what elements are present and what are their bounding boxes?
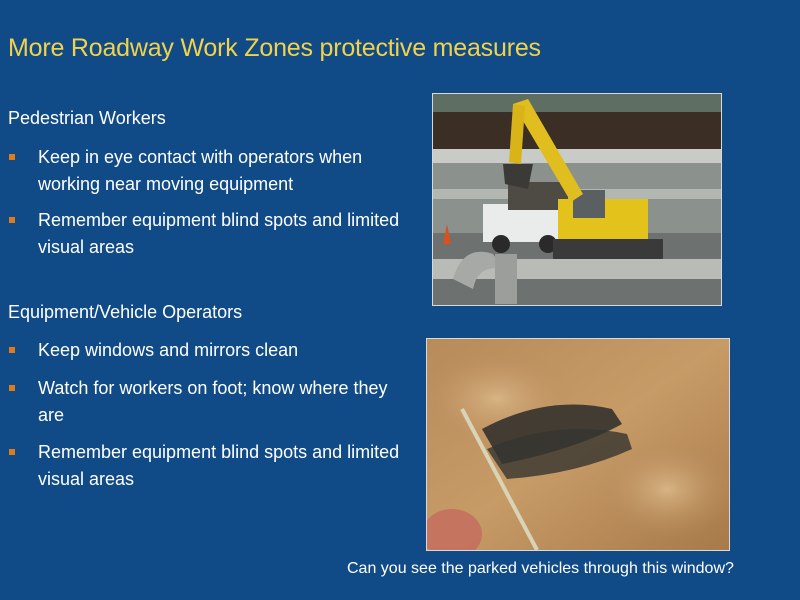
bullet-text: Remember equipment blind spots and limited visual areas [38,210,400,257]
section-heading-equipment-operators: Equipment/Vehicle Operators [8,302,243,322]
bullet-marker-icon [9,154,15,160]
bullet-item [38,207,418,261]
section-heading-pedestrian-workers: Pedestrian Workers [8,108,166,128]
bullet-item [38,337,418,364]
dirty-window-photo [426,338,730,551]
excavator-photo [432,93,722,306]
bullet-marker-icon [9,347,15,353]
bullet-item [38,375,418,429]
bullet-marker-icon [9,449,15,455]
bullet-marker-icon [9,385,15,391]
excavator-photo-icon [433,94,721,305]
bullet-text: Keep windows and mirrors clean [38,340,299,360]
bullet-item [38,439,418,493]
bullet-text: Remember equipment blind spots and limited visual areas [38,442,400,489]
slide-title: More Roadway Work Zones protective measures [8,34,541,62]
dirty-window-photo-icon [427,339,729,550]
bullet-text: Keep in eye contact with operators when working near moving equipment [38,147,363,194]
bullet-text: Watch for workers on foot; know where they are [38,378,388,425]
image-caption: Can you see the parked vehicles through this window? [347,560,734,577]
bullet-marker-icon [9,217,15,223]
bullet-item [38,144,418,198]
